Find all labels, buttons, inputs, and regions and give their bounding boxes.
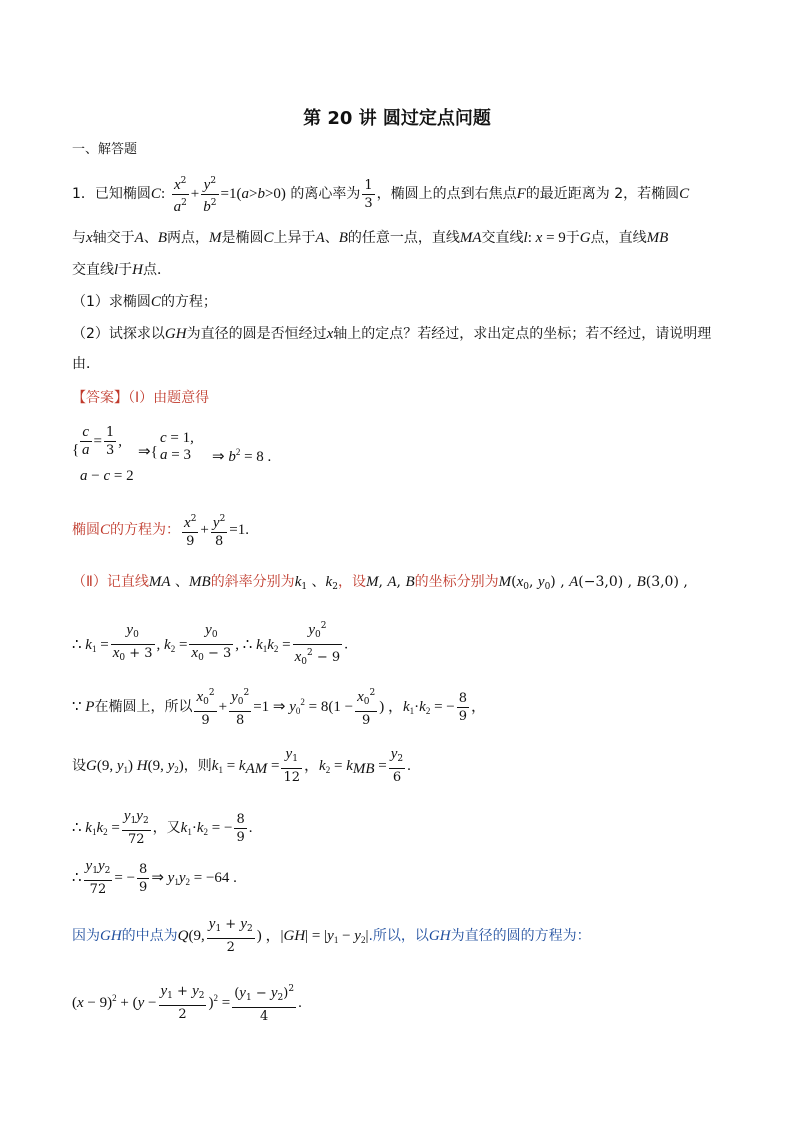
question-1: （1）求椭圆C的方程；	[72, 294, 217, 310]
part2-intro: （Ⅱ）记直线MA 、MB的斜率分别为$k_1$ 、$k_2$，设M, A, B的坐标分别为$M(x_0$, $y_0$) , A(−3,0) , B(3,0) ,	[72, 574, 688, 592]
y1y2-result: ∴ $\frac{y_1y_2}{72}$ = − $\frac{8}{9}$ ⇒ $y_1y_2 = -64$ .	[72, 858, 237, 897]
page-title: 第 20 讲 圆过定点问题	[303, 108, 491, 129]
slope-formulas: ∴ $k_1$ = $\frac{y_0}{x_0 + 3}$ , $k_2$ = $\frac{y_0}{x_0 - 3}$ , ∴ $k_1k_2$ = $\frac{y_0^2}{x_0^2 - 9}$ .	[72, 618, 732, 658]
set-g-h: 设G(9, $y_1$) H(9, $y_2$)，则$k_1 = k_{AM}$ = $\frac{y_1}{12}$ ，$k_2 = k_{MB}$ = $\frac{y_2}{6}$ .	[72, 746, 411, 785]
answer-tag: 【答案】	[72, 390, 128, 406]
product-slopes: ∴ $k_1k_2$ = $\frac{y_1y_2}{72}$ ，又$k_1\cdot k_2$ = − $\frac{8}{9}$ .	[72, 808, 253, 847]
problem-line-2: 与x轴交于A、B两点，M是椭圆C上异于A、B的任意一点，直线MA交直线l: x = 9于G点，直线MB	[72, 230, 669, 246]
ellipse-equation: 椭圆C的方程为： $\frac{x^2}{9}$ + $\frac{y^2}{8}$ =1.	[72, 510, 732, 550]
question-2: （2）试探求以GH为直径的圆是否恒经过x轴上的定点？若经过，求出定点的坐标；若不经过，请说明理	[72, 326, 712, 342]
point-on-ellipse: ∵ P在椭圆上，所以 $\frac{x_0^2}{9}$ + $\frac{y_0^2}{8}$ =1 ⇒ $y_0^2 = 8(1$ − $\frac{x_0^2}{9}$ ) ，$k_1\cdot k_2$ = − $\frac{8}{9}$ ，	[72, 680, 732, 724]
section-heading: 一、解答题	[72, 142, 138, 157]
problem-line-3: 交直线l于H点．	[72, 262, 172, 278]
equation-system: $\frac{c}{a}$ = $\frac{1}{3}$ , { a − c = 2 ⇒{ c = 1, a = 3 ⇒ $b^2 = 8$ .	[72, 424, 272, 484]
question-2-cont: 由．	[72, 356, 100, 372]
problem-line-1: 1．已知椭圆C: $\frac{x^2}{a^2}$ + $\frac{y^2}{b^2}$ =1(a>b>0) 的离心率为 $\frac{1}{3}$ ，椭圆上的点到右焦点F的最近距离为 2，若椭圆C	[72, 172, 732, 216]
circle-equation: $(x - 9)^2 + (y$ − $\frac{y_1 + y_2}{2}$ )$^2$ = $\frac{(y_1 - y_2)^2}{4}$ .	[72, 983, 302, 1024]
answer-heading: 【答案】（Ⅰ）由题意得	[72, 390, 210, 406]
midpoint-line: 因为GH的中点为Q(9, $\frac{y_1 + y_2}{2}$ ) ，$|GH| = |y_1 - y_2|$.所以，以GH为直径的圆的方程为：	[72, 916, 591, 955]
